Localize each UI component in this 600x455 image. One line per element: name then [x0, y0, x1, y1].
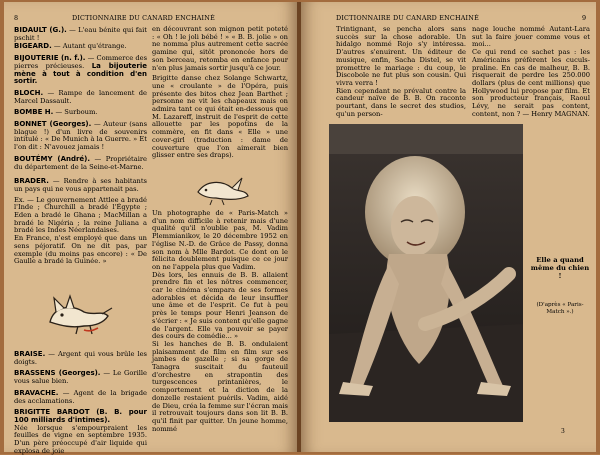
entry-brader-note: En France, n'est employé que dans un sens péjoratif. On ne dit pas, par exemple (du moins pas encore) : « De Gaulle a bradé la Guinée. »: [14, 234, 147, 266]
bardot-paragraph-7: Rien cependant ne prévalut contre la candeur naïve de B. B. On raconte pourtant, dans le secret des studios, qu'un person-: [336, 86, 466, 118]
right-column-2: [472, 26, 590, 118]
bardot-paragraph-3: Un photographe de « Paris-Match » d'un nom difficile à retenir mais d'une qualité qu'il n'oublie pas, M. Vadim Plemmianikov, le 20 décembre 1952 en l'église N.-D. de Grâce de Passy, donna son nom à Mlle Bardot. Ce dont on le félicita doublement puisque ce ce jour on ne l'appela plus que Vadim.: [152, 209, 288, 271]
entry-bidault: BIDAULT (G.). — L'eau bénite qui fait pschit !: [14, 26, 147, 42]
entry-bombe-h: BOMBE H. — Surboum.: [14, 108, 98, 117]
entry-brassens: BRASSENS (Georges). — Le Gorille vous salue bien.: [14, 369, 147, 386]
bardot-paragraph-9: Ce qui rend ce sachet pas : les Américains préfèrent les cuculs-praline. En cas de malheur, B. B. risquerait de perdre les 250.000 dollars (plus de cent millions) que Hollywood lui propose par film. Et son producteur français, Raoul Lévy, ne serait pas content, content, non ? — Henry MAGNAN.: [472, 48, 590, 118]
cartoon-dog-illustration: [44, 286, 116, 336]
left-column-1-lower: [14, 350, 147, 455]
bardot-paragraph-4: Dès lors, les ennuis de B. B. allaient prendre fin et les nôtres commencer, car le cinéma s'empara de ses formes adorables et décida de leur insuffler une âme et de l'esprit. Ce fut à peu près le temps pour Henri Jeanson de s'écrier : « Je suis content qu'elle gagne de l'argent. Elle va pouvoir se payer des cours de comédie... »: [152, 270, 288, 341]
right-page-number: 9: [582, 14, 587, 22]
footer-number: 3: [561, 428, 565, 435]
bardot-paragraph-5: Si les hanches de B. B. ondulaient plaisamment de film en film sur ses jambes de gazelle ; si sa gorge de Tanagra suscitait du fauteuil d'orchestre en strapontin des turgescences printanières, le comportement et la diction de la donzelle restaient puérils. Vadim, aidé de Dieu, créa la femme sur l'écran mais il retrouvait toujours dans son lit B. B. qu'il finit par quitter. Un jeune homme, nommé: [152, 339, 288, 433]
entry-brigitte-bardot: BRIGITTE BARDOT (B. B. pour 100 milliards d'intimes).: [14, 408, 147, 424]
right-column-1: [336, 26, 466, 118]
entry-braise: BRAISE. — Argent qui vous brûle les doigts.: [14, 350, 147, 366]
photo-credit: (D'après « Paris-Match ».): [536, 302, 584, 315]
left-column-2: [152, 26, 288, 160]
bardot-photo: [329, 124, 523, 422]
right-running-head: DICTIONNAIRE DU CANARD ENCHAINÉ: [336, 14, 479, 22]
bardot-paragraph-2: Brigitte danse chez Solange Schwartz, une « croulante » de l'Opéra, puis présente des bitos chez Jean Barthet ; personne ne vit les chapeaux mais on admira tant ce qui était en-dessous que M. Lazareff, instruit de l'esprit de cette allouette par les popotins de la commère, en fit dans « Elle » une cover-girl (traduction : dame de couverture que l'on aimerait bien glisser entre ses draps).: [152, 74, 288, 160]
entry-bonnet: BONNET (Georges). — Auteur (sans blague !) d'un livre de souvenirs intitulé : « De Munich à la Guerre. » Et l'on dit : N'avouez jamais !: [14, 120, 148, 152]
book-gutter: [297, 2, 301, 452]
entry-bravache: BRAVACHE. — Agent de la brigade des acclamations.: [14, 388, 147, 405]
bardot-paragraph-6: Trintignant, se pencha alors sans succès sur la chose adorable. Un hidalgo nommé Rojo s'y intéressa. D'autres s'enuirent. Un éditeur de musique, enfin, Sacha Distel, se vit promettre le mariage : du coup, le Discobole ne fut plus son cousin. Qui vivra verra !: [336, 25, 466, 87]
entry-bijouterie: BIJOUTERIE (n. f.). — Commerce des pierres précieuses. La bijouterie mène à tout à condition d'en sortir.: [14, 54, 147, 86]
left-column-2-lower: [152, 210, 288, 433]
left-running-head: DICTIONNAIRE DU CANARD ENCHAINÉ: [72, 14, 215, 22]
entry-boutemy: BOUTÉMY (André). — Propriétaire du département de la Seine-et-Marne.: [14, 154, 147, 171]
left-page-number: 8: [14, 14, 19, 22]
bardot-paragraph-8: nage louche nommé Autant-Lara sut la faire jouer comme vous et moi...: [472, 25, 590, 49]
photo-caption: Elle a quand même du chien !: [530, 256, 590, 280]
entry-bigeard: BIGEARD. — Autant qu'étrange.: [14, 42, 127, 51]
entry-brigitte-bardot-text: Née lorsque s'empourpraient les feuilles de vigne en septembre 1935. D'un père préoccupé d'air liquide qui explosa de joie: [14, 423, 147, 455]
left-column-1: [14, 26, 147, 266]
bardot-paragraph-1: en découvrant son mignon petit poteté : « Oh ! le joli bébé ! » « B. B. jolie » on ne nomma plus autrement cette sacrée gamine qui, sitôt prononcée hors de son berceau, retomba en enfance pour n'en plus jamais sortir jusqu'à ce jour.: [152, 25, 288, 72]
cartoon-bird-illustration: [192, 172, 252, 206]
entry-bloch: BLOCH. — Rampe de lancement de Marcel Dassault.: [14, 88, 147, 105]
entry-brader: BRADER. — Rendre à ses habitants un pays qui ne vous appartenait pas.: [14, 177, 147, 193]
entry-brader-example: Ex. — Le gouvernement Attlee a bradé l'Inde ; Churchill a bradé l'Égypte ; Eden a bradé le Ghana ; MacMillan a bradé le Nigéria ; la reine Juliana a bradé les Indes Néerlandaises.: [14, 195, 147, 235]
